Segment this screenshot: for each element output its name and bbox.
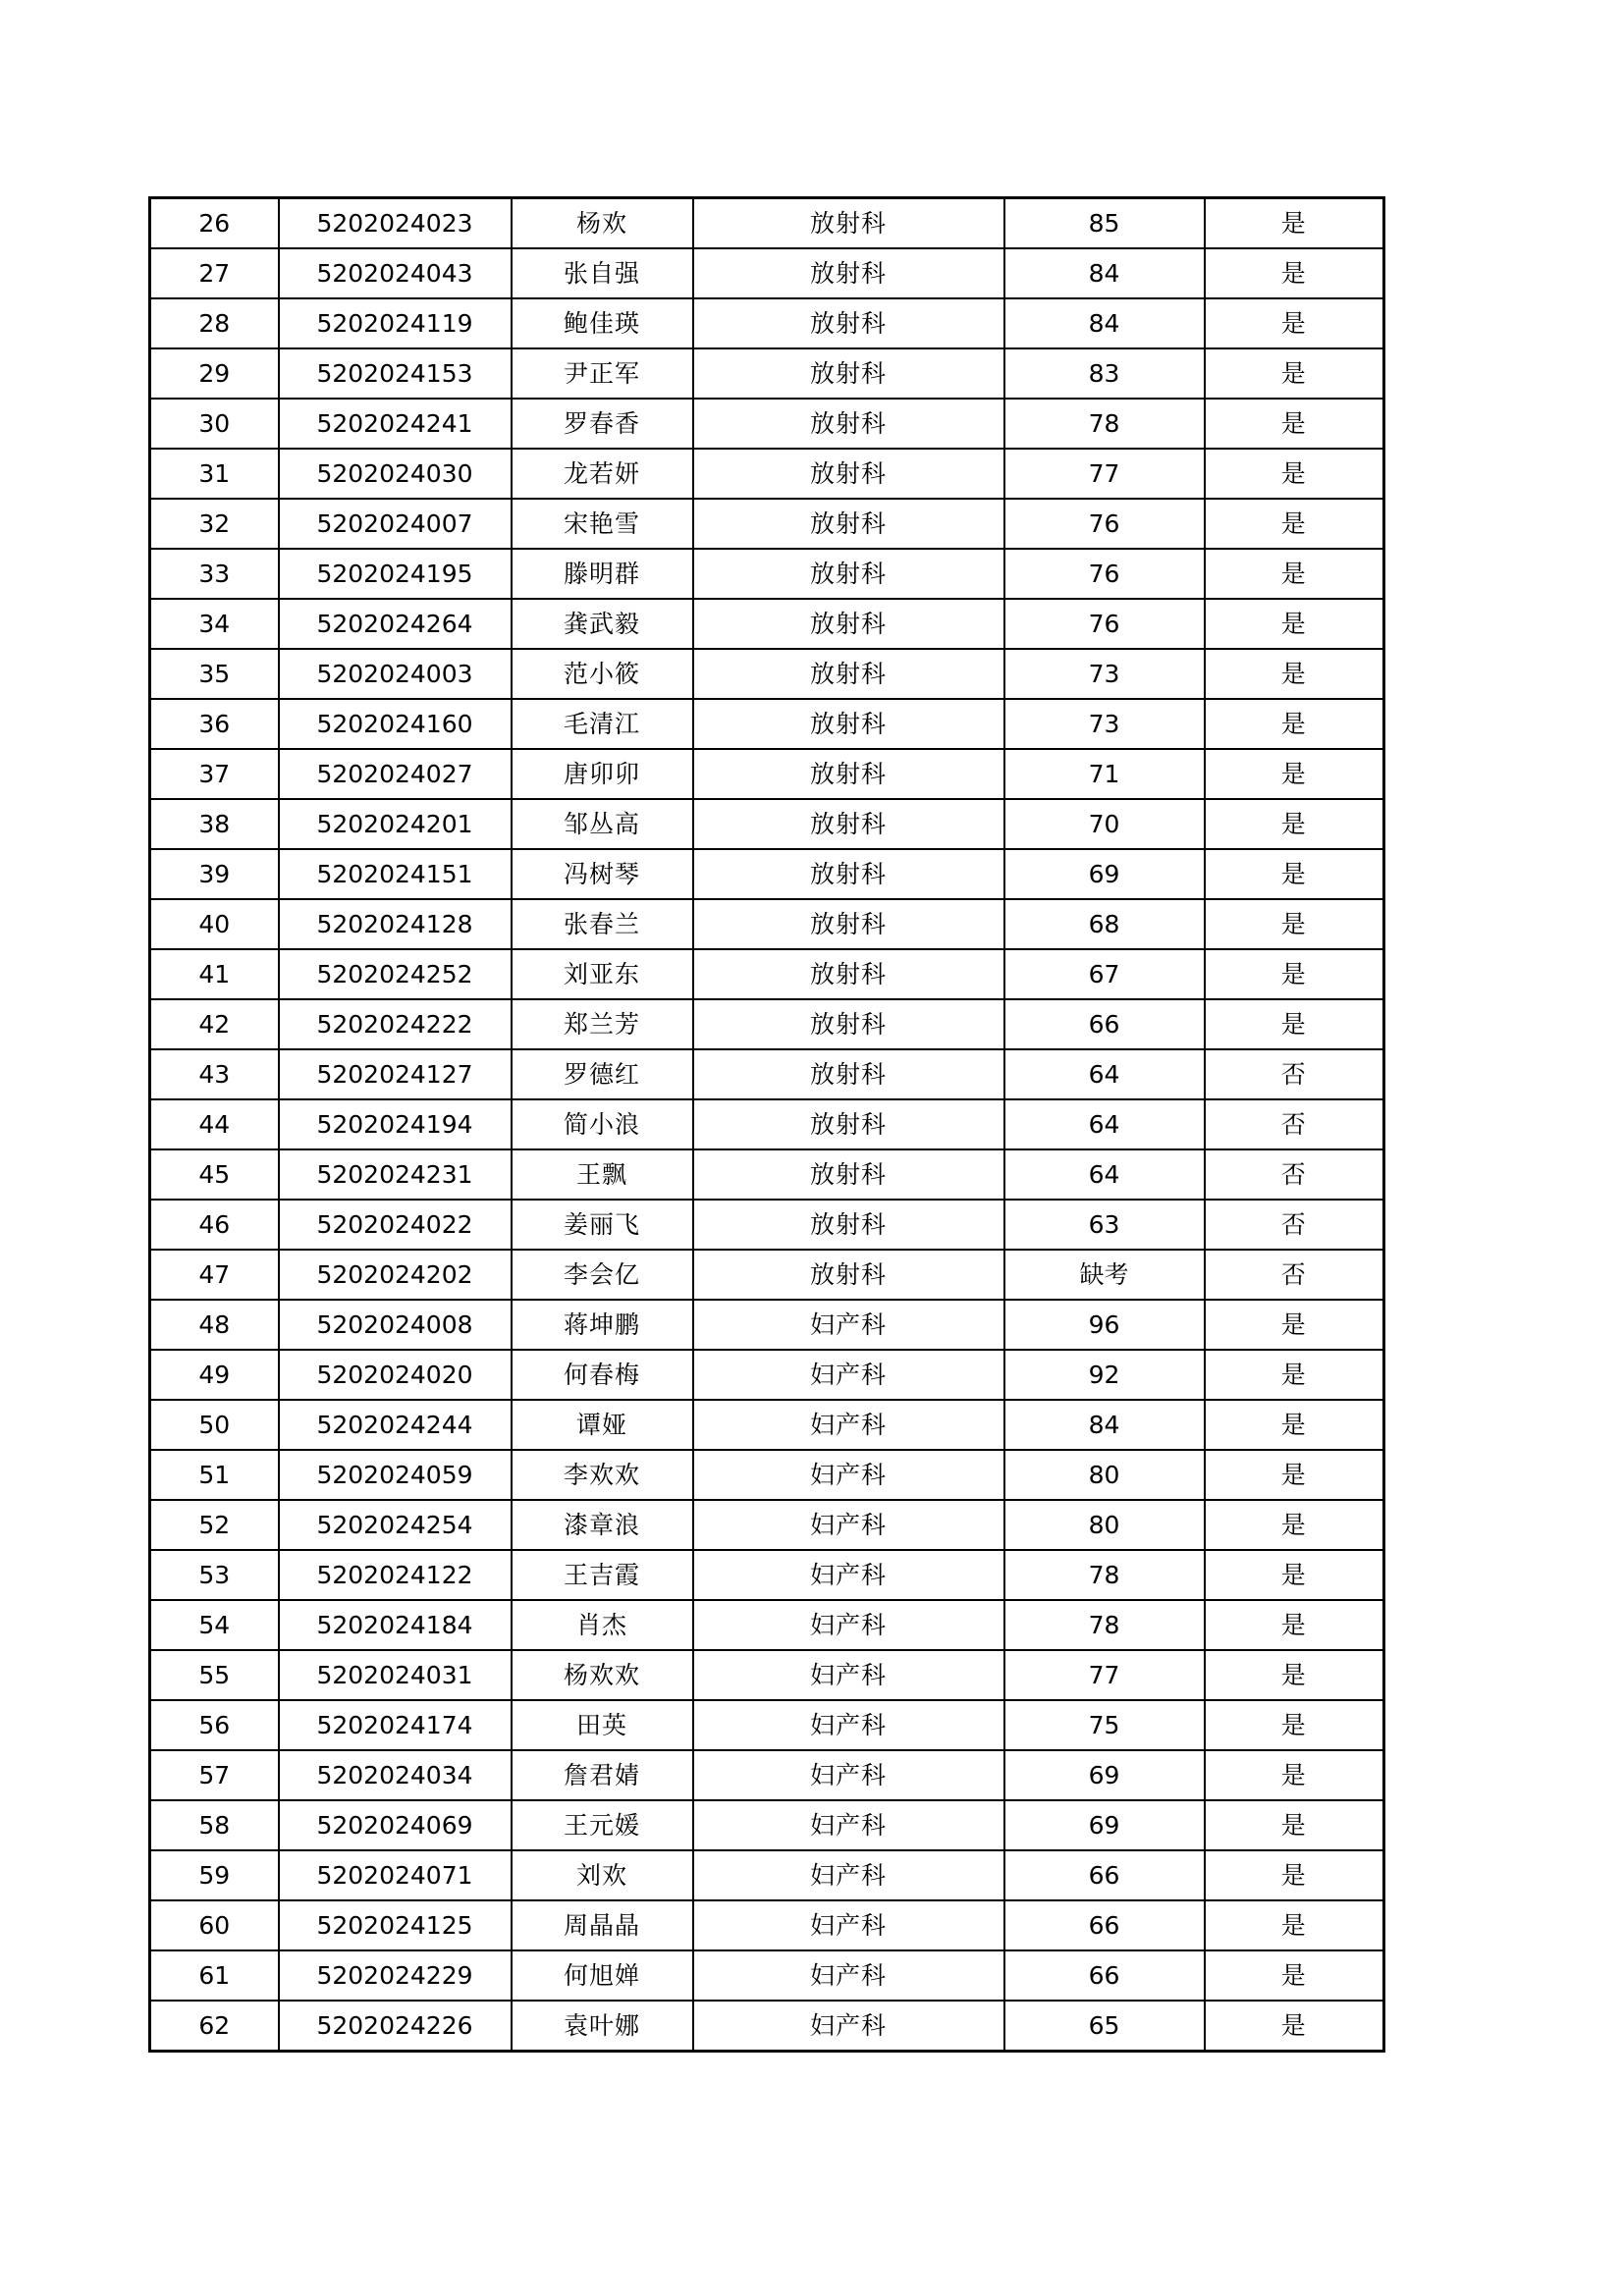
table-row <box>150 549 1384 599</box>
seq-cell: 47 <box>150 1250 279 1300</box>
table-row <box>150 399 1384 449</box>
qualified-cell: 是 <box>1205 1800 1384 1850</box>
exam-id-cell: 5202024201 <box>279 799 512 849</box>
name-cell: 姜丽飞 <box>512 1200 693 1250</box>
table-row <box>150 1400 1384 1450</box>
qualified-cell: 是 <box>1205 399 1384 449</box>
score-cell: 92 <box>1004 1350 1205 1400</box>
exam-id-cell: 5202024027 <box>279 749 512 799</box>
score-cell: 80 <box>1004 1500 1205 1550</box>
seq-cell: 49 <box>150 1350 279 1400</box>
department-cell: 妇产科 <box>693 2001 1004 2052</box>
score-cell: 76 <box>1004 599 1205 649</box>
seq-cell: 58 <box>150 1800 279 1850</box>
qualified-cell: 否 <box>1205 1049 1384 1099</box>
score-cell: 84 <box>1004 298 1205 348</box>
exam-id-cell: 5202024020 <box>279 1350 512 1400</box>
score-cell: 80 <box>1004 1450 1205 1500</box>
table-row <box>150 1099 1384 1149</box>
qualified-cell: 是 <box>1205 1850 1384 1900</box>
name-cell: 宋艳雪 <box>512 499 693 549</box>
score-cell: 64 <box>1004 1149 1205 1200</box>
name-cell: 李欢欢 <box>512 1450 693 1500</box>
seq-cell: 30 <box>150 399 279 449</box>
table-row <box>150 1900 1384 1950</box>
department-cell: 妇产科 <box>693 1350 1004 1400</box>
exam-id-cell: 5202024231 <box>279 1149 512 1200</box>
department-cell: 放射科 <box>693 749 1004 799</box>
name-cell: 罗德红 <box>512 1049 693 1099</box>
exam-id-cell: 5202024244 <box>279 1400 512 1450</box>
exam-id-cell: 5202024222 <box>279 999 512 1049</box>
name-cell: 邹丛高 <box>512 799 693 849</box>
name-cell: 王飘 <box>512 1149 693 1200</box>
name-cell: 田英 <box>512 1700 693 1750</box>
qualified-cell: 是 <box>1205 348 1384 399</box>
score-cell: 96 <box>1004 1300 1205 1350</box>
table-row <box>150 499 1384 549</box>
table-row <box>150 1800 1384 1850</box>
exam-id-cell: 5202024119 <box>279 298 512 348</box>
exam-id-cell: 5202024125 <box>279 1900 512 1950</box>
seq-cell: 43 <box>150 1049 279 1099</box>
qualified-cell: 否 <box>1205 1149 1384 1200</box>
score-cell: 84 <box>1004 1400 1205 1450</box>
name-cell: 张自强 <box>512 248 693 298</box>
exam-id-cell: 5202024194 <box>279 1099 512 1149</box>
exam-id-cell: 5202024202 <box>279 1250 512 1300</box>
exam-id-cell: 5202024184 <box>279 1600 512 1650</box>
department-cell: 放射科 <box>693 1250 1004 1300</box>
score-cell: 70 <box>1004 799 1205 849</box>
qualified-cell: 否 <box>1205 1099 1384 1149</box>
qualified-cell: 是 <box>1205 1700 1384 1750</box>
qualified-cell: 是 <box>1205 1450 1384 1500</box>
seq-cell: 50 <box>150 1400 279 1450</box>
name-cell: 杨欢 <box>512 198 693 249</box>
table-row <box>150 248 1384 298</box>
score-cell: 缺考 <box>1004 1250 1205 1300</box>
department-cell: 妇产科 <box>693 1300 1004 1350</box>
department-cell: 放射科 <box>693 1099 1004 1149</box>
qualified-cell: 是 <box>1205 699 1384 749</box>
seq-cell: 57 <box>150 1750 279 1800</box>
exam-id-cell: 5202024229 <box>279 1950 512 2001</box>
table-row <box>150 298 1384 348</box>
qualified-cell: 是 <box>1205 1300 1384 1350</box>
score-cell: 63 <box>1004 1200 1205 1250</box>
score-cell: 68 <box>1004 899 1205 949</box>
score-cell: 66 <box>1004 1950 1205 2001</box>
exam-id-cell: 5202024034 <box>279 1750 512 1800</box>
department-cell: 放射科 <box>693 999 1004 1049</box>
qualified-cell: 是 <box>1205 449 1384 499</box>
table-row <box>150 1149 1384 1200</box>
results-table <box>148 196 1385 2053</box>
name-cell: 张春兰 <box>512 899 693 949</box>
score-cell: 64 <box>1004 1099 1205 1149</box>
name-cell: 唐卯卯 <box>512 749 693 799</box>
qualified-cell: 是 <box>1205 1550 1384 1600</box>
table-row <box>150 449 1384 499</box>
qualified-cell: 是 <box>1205 2001 1384 2052</box>
name-cell: 滕明群 <box>512 549 693 599</box>
department-cell: 放射科 <box>693 298 1004 348</box>
score-cell: 73 <box>1004 649 1205 699</box>
exam-id-cell: 5202024128 <box>279 899 512 949</box>
department-cell: 放射科 <box>693 849 1004 899</box>
score-cell: 69 <box>1004 1750 1205 1800</box>
score-cell: 83 <box>1004 348 1205 399</box>
qualified-cell: 是 <box>1205 1650 1384 1700</box>
score-cell: 65 <box>1004 2001 1205 2052</box>
name-cell: 蒋坤鹏 <box>512 1300 693 1350</box>
name-cell: 王元媛 <box>512 1800 693 1850</box>
score-cell: 77 <box>1004 449 1205 499</box>
qualified-cell: 是 <box>1205 799 1384 849</box>
name-cell: 毛清江 <box>512 699 693 749</box>
qualified-cell: 是 <box>1205 248 1384 298</box>
table-row <box>150 849 1384 899</box>
score-cell: 66 <box>1004 1900 1205 1950</box>
department-cell: 妇产科 <box>693 1950 1004 2001</box>
table-row <box>150 699 1384 749</box>
qualified-cell: 是 <box>1205 1600 1384 1650</box>
score-cell: 76 <box>1004 549 1205 599</box>
department-cell: 妇产科 <box>693 1700 1004 1750</box>
table-row <box>150 1500 1384 1550</box>
score-cell: 78 <box>1004 1600 1205 1650</box>
exam-id-cell: 5202024254 <box>279 1500 512 1550</box>
exam-id-cell: 5202024059 <box>279 1450 512 1500</box>
table-row <box>150 2001 1384 2052</box>
table-row <box>150 1350 1384 1400</box>
seq-cell: 27 <box>150 248 279 298</box>
table-row <box>150 1300 1384 1350</box>
seq-cell: 34 <box>150 599 279 649</box>
exam-id-cell: 5202024160 <box>279 699 512 749</box>
table-row <box>150 1650 1384 1700</box>
qualified-cell: 是 <box>1205 999 1384 1049</box>
score-cell: 66 <box>1004 1850 1205 1900</box>
score-cell: 76 <box>1004 499 1205 549</box>
seq-cell: 61 <box>150 1950 279 2001</box>
department-cell: 放射科 <box>693 198 1004 249</box>
qualified-cell: 是 <box>1205 599 1384 649</box>
department-cell: 妇产科 <box>693 1850 1004 1900</box>
exam-id-cell: 5202024071 <box>279 1850 512 1900</box>
department-cell: 放射科 <box>693 499 1004 549</box>
table-row <box>150 1700 1384 1750</box>
table-row <box>150 1850 1384 1900</box>
department-cell: 妇产科 <box>693 1800 1004 1850</box>
exam-id-cell: 5202024151 <box>279 849 512 899</box>
name-cell: 漆章浪 <box>512 1500 693 1550</box>
seq-cell: 48 <box>150 1300 279 1350</box>
seq-cell: 44 <box>150 1099 279 1149</box>
score-cell: 78 <box>1004 399 1205 449</box>
seq-cell: 45 <box>150 1149 279 1200</box>
exam-id-cell: 5202024007 <box>279 499 512 549</box>
seq-cell: 52 <box>150 1500 279 1550</box>
seq-cell: 38 <box>150 799 279 849</box>
score-cell: 69 <box>1004 849 1205 899</box>
qualified-cell: 是 <box>1205 849 1384 899</box>
department-cell: 放射科 <box>693 699 1004 749</box>
name-cell: 尹正军 <box>512 348 693 399</box>
qualified-cell: 是 <box>1205 298 1384 348</box>
seq-cell: 41 <box>150 949 279 999</box>
table-row <box>150 1200 1384 1250</box>
table-row <box>150 198 1384 249</box>
seq-cell: 53 <box>150 1550 279 1600</box>
name-cell: 罗春香 <box>512 399 693 449</box>
exam-id-cell: 5202024069 <box>279 1800 512 1850</box>
department-cell: 放射科 <box>693 899 1004 949</box>
seq-cell: 35 <box>150 649 279 699</box>
department-cell: 放射科 <box>693 549 1004 599</box>
score-cell: 71 <box>1004 749 1205 799</box>
exam-id-cell: 5202024153 <box>279 348 512 399</box>
table-row <box>150 1250 1384 1300</box>
score-cell: 69 <box>1004 1800 1205 1850</box>
score-cell: 73 <box>1004 699 1205 749</box>
seq-cell: 31 <box>150 449 279 499</box>
name-cell: 范小筱 <box>512 649 693 699</box>
table-row <box>150 649 1384 699</box>
table-row <box>150 949 1384 999</box>
table-row <box>150 1750 1384 1800</box>
table-row <box>150 799 1384 849</box>
seq-cell: 62 <box>150 2001 279 2052</box>
name-cell: 周晶晶 <box>512 1900 693 1950</box>
seq-cell: 28 <box>150 298 279 348</box>
exam-id-cell: 5202024003 <box>279 649 512 699</box>
qualified-cell: 是 <box>1205 1950 1384 2001</box>
table-row <box>150 1450 1384 1500</box>
department-cell: 放射科 <box>693 1049 1004 1099</box>
score-cell: 75 <box>1004 1700 1205 1750</box>
table-row <box>150 899 1384 949</box>
exam-id-cell: 5202024174 <box>279 1700 512 1750</box>
table-row <box>150 749 1384 799</box>
exam-id-cell: 5202024031 <box>279 1650 512 1700</box>
seq-cell: 59 <box>150 1850 279 1900</box>
table-row <box>150 599 1384 649</box>
name-cell: 龚武毅 <box>512 599 693 649</box>
department-cell: 放射科 <box>693 949 1004 999</box>
seq-cell: 32 <box>150 499 279 549</box>
name-cell: 谭娅 <box>512 1400 693 1450</box>
qualified-cell: 是 <box>1205 198 1384 249</box>
seq-cell: 46 <box>150 1200 279 1250</box>
name-cell: 何旭婵 <box>512 1950 693 2001</box>
department-cell: 放射科 <box>693 399 1004 449</box>
qualified-cell: 是 <box>1205 549 1384 599</box>
name-cell: 鲍佳瑛 <box>512 298 693 348</box>
name-cell: 何春梅 <box>512 1350 693 1400</box>
score-cell: 84 <box>1004 248 1205 298</box>
department-cell: 妇产科 <box>693 1500 1004 1550</box>
table-row <box>150 348 1384 399</box>
seq-cell: 26 <box>150 198 279 249</box>
seq-cell: 36 <box>150 699 279 749</box>
department-cell: 放射科 <box>693 649 1004 699</box>
name-cell: 肖杰 <box>512 1600 693 1650</box>
department-cell: 放射科 <box>693 1149 1004 1200</box>
results-table-body <box>150 198 1384 2052</box>
score-cell: 85 <box>1004 198 1205 249</box>
department-cell: 放射科 <box>693 248 1004 298</box>
name-cell: 李会亿 <box>512 1250 693 1300</box>
qualified-cell: 是 <box>1205 899 1384 949</box>
department-cell: 放射科 <box>693 348 1004 399</box>
exam-id-cell: 5202024226 <box>279 2001 512 2052</box>
department-cell: 妇产科 <box>693 1750 1004 1800</box>
exam-id-cell: 5202024030 <box>279 449 512 499</box>
score-cell: 64 <box>1004 1049 1205 1099</box>
score-cell: 66 <box>1004 999 1205 1049</box>
qualified-cell: 是 <box>1205 1500 1384 1550</box>
seq-cell: 55 <box>150 1650 279 1700</box>
score-cell: 67 <box>1004 949 1205 999</box>
seq-cell: 51 <box>150 1450 279 1500</box>
exam-id-cell: 5202024195 <box>279 549 512 599</box>
seq-cell: 60 <box>150 1900 279 1950</box>
seq-cell: 37 <box>150 749 279 799</box>
exam-id-cell: 5202024241 <box>279 399 512 449</box>
qualified-cell: 是 <box>1205 1400 1384 1450</box>
qualified-cell: 是 <box>1205 749 1384 799</box>
qualified-cell: 是 <box>1205 1900 1384 1950</box>
exam-id-cell: 5202024008 <box>279 1300 512 1350</box>
seq-cell: 29 <box>150 348 279 399</box>
table-row <box>150 1550 1384 1600</box>
name-cell: 杨欢欢 <box>512 1650 693 1700</box>
department-cell: 放射科 <box>693 799 1004 849</box>
exam-id-cell: 5202024264 <box>279 599 512 649</box>
seq-cell: 56 <box>150 1700 279 1750</box>
table-row <box>150 1950 1384 2001</box>
department-cell: 妇产科 <box>693 1450 1004 1500</box>
qualified-cell: 是 <box>1205 1350 1384 1400</box>
department-cell: 妇产科 <box>693 1900 1004 1950</box>
name-cell: 郑兰芳 <box>512 999 693 1049</box>
seq-cell: 42 <box>150 999 279 1049</box>
seq-cell: 40 <box>150 899 279 949</box>
exam-id-cell: 5202024252 <box>279 949 512 999</box>
table-row <box>150 999 1384 1049</box>
qualified-cell: 否 <box>1205 1200 1384 1250</box>
name-cell: 龙若妍 <box>512 449 693 499</box>
department-cell: 妇产科 <box>693 1400 1004 1450</box>
department-cell: 妇产科 <box>693 1600 1004 1650</box>
exam-id-cell: 5202024122 <box>279 1550 512 1600</box>
seq-cell: 39 <box>150 849 279 899</box>
score-cell: 78 <box>1004 1550 1205 1600</box>
table-row <box>150 1600 1384 1650</box>
score-cell: 77 <box>1004 1650 1205 1700</box>
department-cell: 放射科 <box>693 449 1004 499</box>
department-cell: 妇产科 <box>693 1650 1004 1700</box>
seq-cell: 54 <box>150 1600 279 1650</box>
seq-cell: 33 <box>150 549 279 599</box>
qualified-cell: 否 <box>1205 1250 1384 1300</box>
exam-id-cell: 5202024022 <box>279 1200 512 1250</box>
name-cell: 冯树琴 <box>512 849 693 899</box>
department-cell: 放射科 <box>693 1200 1004 1250</box>
name-cell: 刘欢 <box>512 1850 693 1900</box>
name-cell: 简小浪 <box>512 1099 693 1149</box>
qualified-cell: 是 <box>1205 499 1384 549</box>
name-cell: 王吉霞 <box>512 1550 693 1600</box>
name-cell: 袁叶娜 <box>512 2001 693 2052</box>
department-cell: 妇产科 <box>693 1550 1004 1600</box>
qualified-cell: 是 <box>1205 1750 1384 1800</box>
table-row <box>150 1049 1384 1099</box>
exam-id-cell: 5202024023 <box>279 198 512 249</box>
name-cell: 詹君婧 <box>512 1750 693 1800</box>
qualified-cell: 是 <box>1205 949 1384 999</box>
department-cell: 放射科 <box>693 599 1004 649</box>
exam-id-cell: 5202024127 <box>279 1049 512 1099</box>
exam-id-cell: 5202024043 <box>279 248 512 298</box>
qualified-cell: 是 <box>1205 649 1384 699</box>
name-cell: 刘亚东 <box>512 949 693 999</box>
